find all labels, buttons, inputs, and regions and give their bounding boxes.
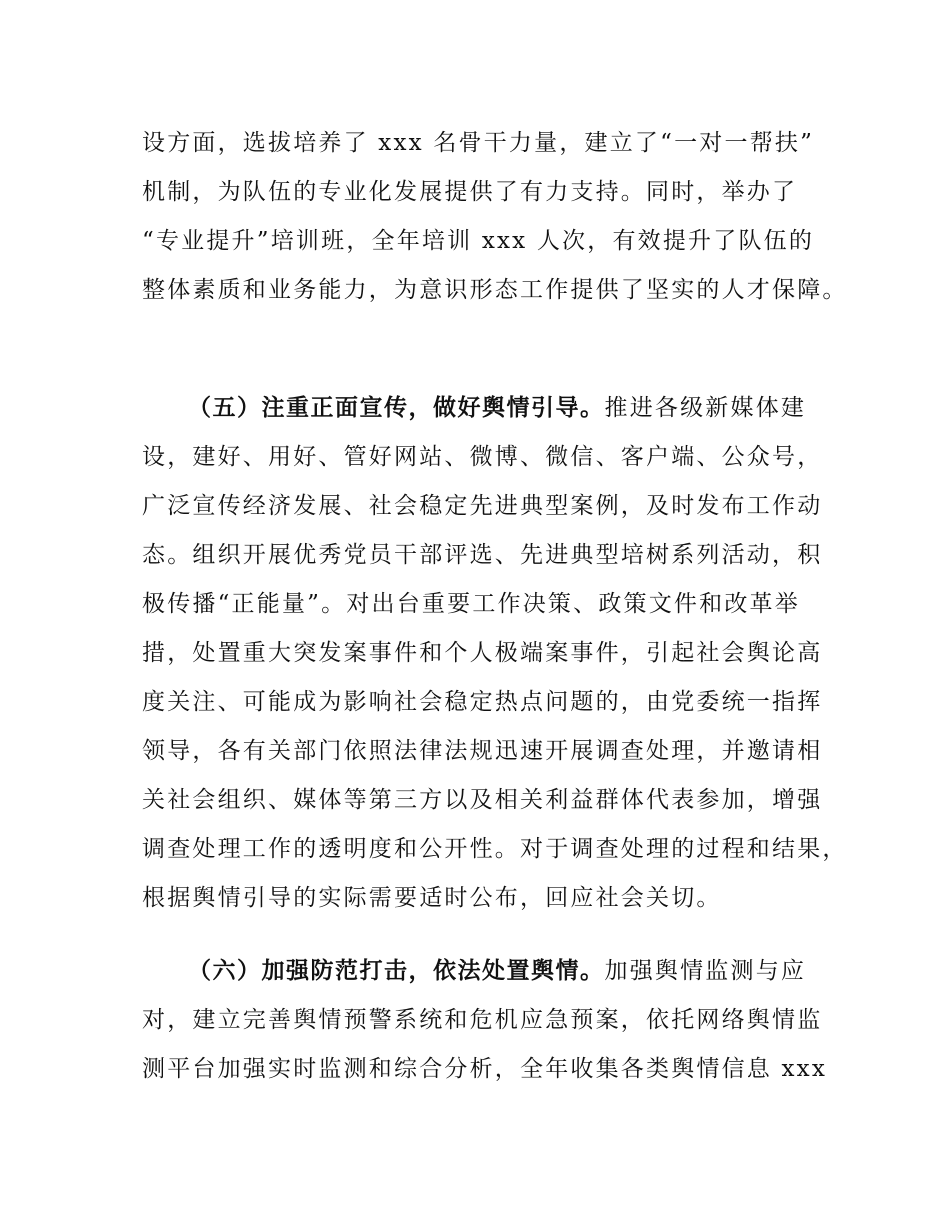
section5-line-8: 领导，各有关部门依照法律法规迅速开展调查处理，并邀请相 — [142, 738, 823, 764]
section5-line-11: 根据舆情引导的实际需要适时公布，回应社会关切。 — [142, 885, 722, 911]
section6-line-2: 对，建立完善舆情预警系统和危机应急预案，依托网络舆情监 — [142, 1007, 823, 1033]
section5-first-line-text: 推进各级新媒体建 — [604, 395, 807, 421]
section5-line-10: 调查处理工作的透明度和公开性。对于调查处理的过程和结果， — [142, 836, 848, 862]
section5-line-7: 度关注、可能成为影响社会稳定热点问题的，由党委统一指挥 — [142, 689, 823, 715]
section6-first-line — [188, 956, 878, 986]
section6-heading: （六）加强防范打击，依法处置舆情。 — [188, 958, 605, 984]
para1-line-4: 整体素质和业务能力，为意识形态工作提供了坚实的人才保障。 — [142, 277, 848, 303]
section5-line-5: 极传播“正能量”。对出台重要工作决策、政策文件和改革举 — [142, 591, 800, 617]
section5-line-3: 广泛宣传经济发展、社会稳定先进典型案例，及时发布工作动 — [142, 493, 823, 519]
section5-line-4: 态。组织开展优秀党员干部评选、先进典型培树系列活动，积 — [142, 542, 823, 568]
para1-line-1: 设方面，选拔培养了 xxx 名骨干力量，建立了“一对一帮扶” — [142, 130, 815, 156]
para1-line-3: “专业提升”培训班，全年培训 xxx 人次，有效提升了队伍的 — [142, 228, 815, 254]
section6-first-line-text: 加强舆情监测与应 — [604, 958, 807, 984]
section5-line-9: 关社会组织、媒体等第三方以及相关利益群体代表参加，增强 — [142, 787, 823, 813]
section5-line-6: 措，处置重大突发案事件和个人极端案事件，引起社会舆论高 — [142, 640, 823, 666]
para1-line-2: 机制，为队伍的专业化发展提供了有力支持。同时，举办了 — [142, 179, 798, 205]
section5-first-line — [188, 393, 878, 423]
section5-heading: （五）注重正面宣传，做好舆情引导。 — [188, 395, 605, 421]
section6-line-3: 测平台加强实时监测和综合分析，全年收集各类舆情信息 xxx — [142, 1056, 828, 1082]
section5-line-2: 设，建好、用好、管好网站、微博、微信、客户端、公众号， — [142, 444, 823, 470]
